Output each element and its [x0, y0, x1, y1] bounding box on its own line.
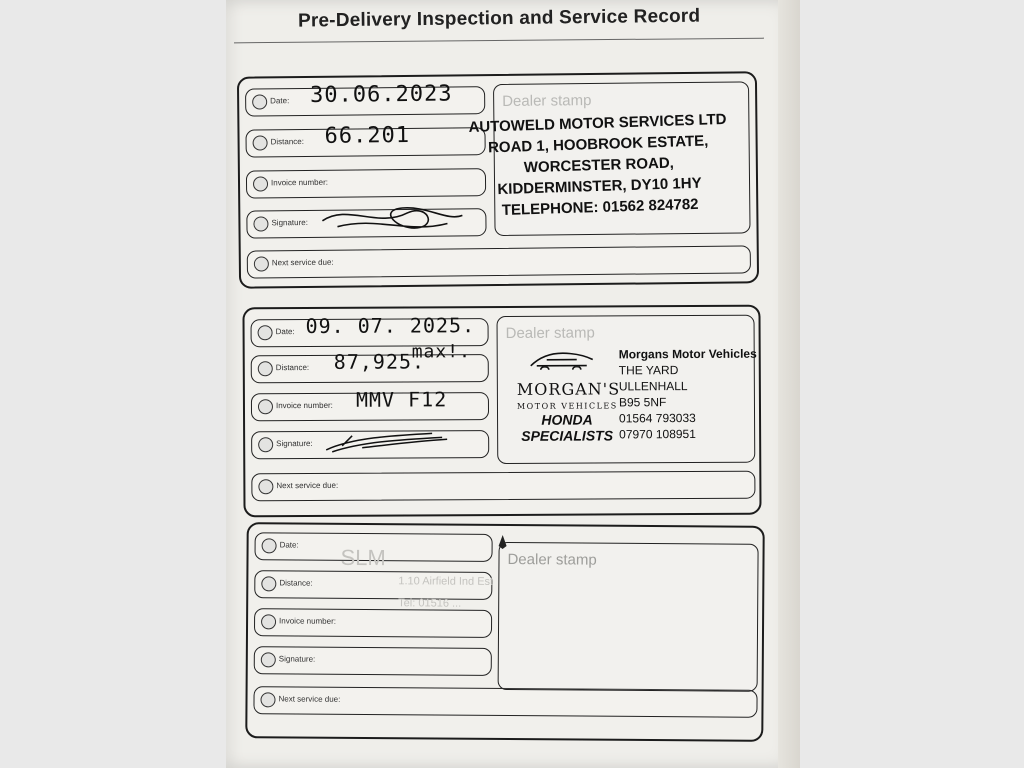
- next-service-bullet-icon: [260, 692, 275, 707]
- service-record-2: [242, 305, 761, 518]
- pen-mark-icon: [497, 534, 509, 550]
- distance-label: Distance:: [279, 578, 313, 588]
- dealer-stamp-label: Dealer stamp: [505, 324, 595, 342]
- next-service-bullet-icon: [254, 256, 269, 271]
- autoweld-stamp: [434, 108, 763, 223]
- dealer-address-line: ULLENHALL: [618, 379, 688, 394]
- invoice-label: Invoice number:: [279, 616, 337, 626]
- distance-bullet-icon: [253, 135, 268, 150]
- morgans-brand: MORGAN'S: [516, 379, 621, 399]
- stamp-line: ROAD 1, HOOBROOK ESTATE,: [487, 132, 709, 157]
- bleed-through-text: 1.10 Airfield Ind Est: [398, 575, 494, 588]
- signature-scribble: [322, 427, 452, 458]
- dealer-mobile: 07970 108951: [619, 426, 696, 442]
- stamp-line: WORCESTER ROAD,: [523, 154, 675, 177]
- honda-specialists: [507, 411, 627, 444]
- date-label: Date:: [275, 327, 295, 337]
- distance-note: max!.: [411, 341, 471, 363]
- next-service-field: [251, 471, 755, 502]
- signature-label: Signature:: [271, 217, 308, 228]
- signature-bullet-icon: [258, 437, 273, 452]
- page-edge: [778, 0, 800, 768]
- honda-line: HONDA: [541, 411, 593, 428]
- specialists-line: SPECIALISTS: [521, 427, 614, 444]
- distance-field: [251, 341, 489, 383]
- morgans-subtitle: MOTOR VEHICLES: [516, 401, 618, 411]
- invoice-label: Invoice number:: [275, 400, 333, 411]
- distance-bullet-icon: [261, 576, 276, 591]
- date-value: 30.06.2023: [309, 81, 453, 108]
- signature-field: [251, 430, 489, 459]
- distance-value: 87,925.: [333, 349, 426, 374]
- next-service-label: Next service due:: [271, 257, 334, 268]
- invoice-label: Invoice number:: [270, 177, 328, 188]
- signature-bullet-icon: [261, 652, 276, 667]
- dealer-stamp-label: Dealer stamp: [502, 92, 592, 110]
- invoice-field: [254, 608, 492, 638]
- invoice-bullet-icon: [253, 176, 268, 191]
- bleed-through-text: SLM: [340, 544, 386, 571]
- next-service-label: Next service due:: [276, 480, 339, 491]
- stamp-line: AUTOWELD MOTOR SERVICES LTD: [468, 110, 727, 137]
- dealer-address-line: B95 5NF: [618, 395, 667, 410]
- invoice-bullet-icon: [258, 399, 273, 414]
- distance-value: 66.201: [324, 122, 411, 149]
- next-service-label: Next service due:: [278, 694, 341, 704]
- date-field: [245, 81, 485, 117]
- invoice-value: MMV F12: [355, 387, 448, 412]
- distance-bullet-icon: [258, 361, 273, 376]
- invoice-bullet-icon: [261, 614, 276, 629]
- signature-field: [254, 646, 492, 676]
- service-record-3: [245, 522, 764, 742]
- next-service-bullet-icon: [258, 479, 273, 494]
- date-bullet-icon: [252, 94, 267, 109]
- signature-label: Signature:: [276, 438, 313, 449]
- date-bullet-icon: [262, 538, 277, 553]
- next-service-field: [247, 245, 751, 278]
- service-record-1: [237, 71, 759, 288]
- date-bullet-icon: [258, 325, 273, 340]
- page-title: Pre-Delivery Inspection and Service Record: [297, 5, 701, 32]
- stamp-line: TELEPHONE: 01562 824782: [501, 195, 699, 220]
- invoice-field: [251, 387, 489, 421]
- date-label: Date:: [270, 96, 290, 106]
- stamp-line: KIDDERMINSTER, DY10 1HY: [497, 174, 702, 199]
- morgans-car-logo: [527, 348, 597, 374]
- dealer-name: Morgans Motor Vehicles: [618, 346, 757, 362]
- dealer-stamp-label: Dealer stamp: [507, 551, 597, 569]
- distance-label: Distance:: [275, 363, 310, 373]
- bleed-through-text: Tel: 01516 ...: [398, 597, 462, 610]
- dealer-address-line: THE YARD: [618, 363, 679, 378]
- date-label: Date:: [279, 540, 299, 550]
- dealer-stamp-box: [498, 542, 759, 692]
- dealer-phone: 01564 793033: [619, 410, 696, 426]
- signature-label: Signature:: [278, 654, 316, 664]
- date-value: 09. 07. 2025.: [305, 313, 476, 339]
- signature-bullet-icon: [253, 216, 268, 231]
- distance-label: Distance:: [270, 137, 304, 147]
